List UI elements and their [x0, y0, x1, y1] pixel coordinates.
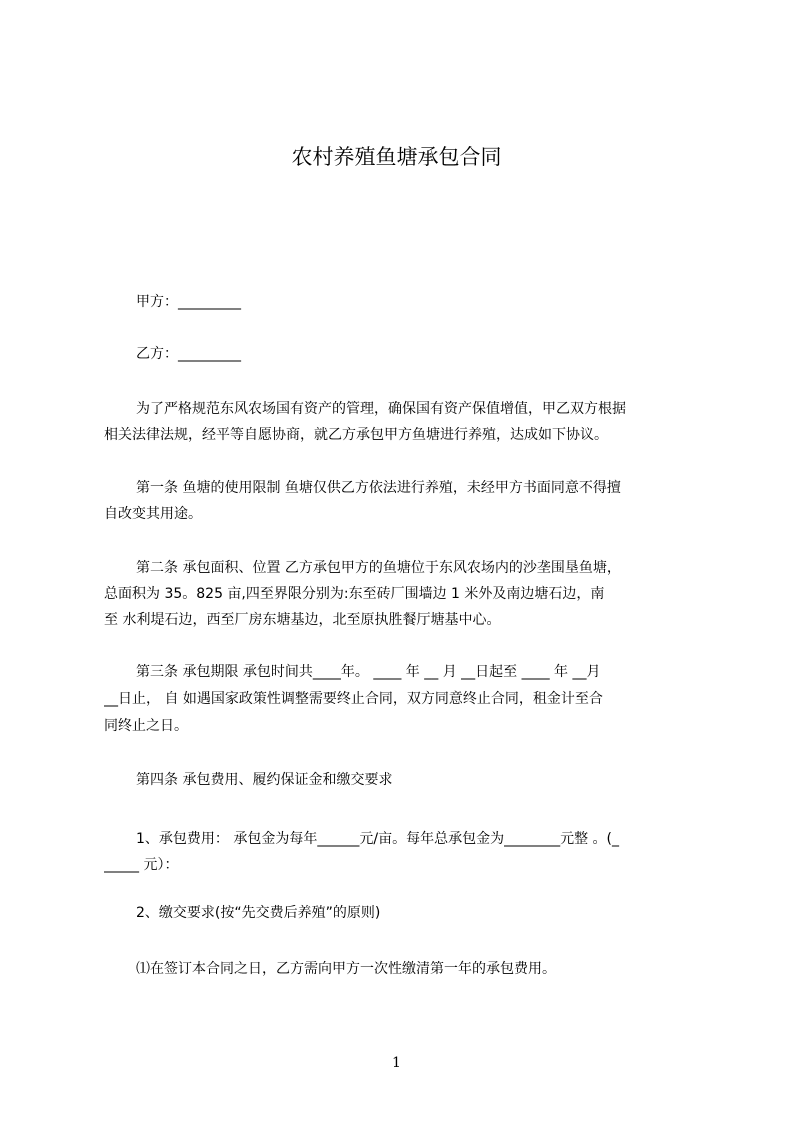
article4-heading: 第四条 承包费用、履约保证金和缴交要求 — [136, 772, 393, 788]
article1-line-2: 自改变其用途。 — [104, 506, 202, 522]
article2-line-1: 第二条 承包面积、位置 乙方承包甲方的鱼塘位于东风农场内的沙垄围垦鱼塘， — [136, 560, 621, 576]
payment-heading: 2、缴交要求(按“先交费后养殖”的原则) — [136, 905, 381, 921]
party-a-line: 甲方：_________ — [136, 294, 241, 310]
fee-line-2: _____ 元）： — [104, 857, 179, 873]
page-number: 1 — [392, 1055, 401, 1071]
party-b-line: 乙方：_________ — [136, 346, 241, 362]
document-title: 农村养殖鱼塘承包合同 — [291, 145, 502, 169]
fee-line-1: 1、承包费用： 承包金为每年______元/亩。每年总承包金为________元整 。(_ — [136, 831, 619, 847]
article2-line-3: 至 水利堤石边，西至厂房东塘基边，北至原执胜餐厅塘基中心。 — [104, 612, 501, 628]
intro-line-2: 相关法律法规，经平等自愿协商，就乙方承包甲方鱼塘进行养殖，达成如下协议。 — [104, 427, 608, 443]
payment-item-1: ⑴在签订本合同之日，乙方需向甲方一次性缴清第一年的承包费用。 — [136, 961, 556, 977]
article3-line-1: 第三条 承包期限 承包时间共____年。 ____ 年 __ 月 __日起至 ____ 年 __月 — [136, 664, 601, 680]
article3-line-3: 同终止之日。 — [104, 718, 188, 734]
article1-line-1: 第一条 鱼塘的使用限制 鱼塘仅供乙方依法进行养殖，未经甲方书面同意不得擅 — [136, 480, 621, 496]
article2-line-2: 总面积为 35。825 亩,四至界限分别为:东至砖厂围墙边 1 米外及南边塘石边，南 — [104, 586, 605, 602]
article3-line-2: __日止， 自 如遇国家政策性调整需要终止合同，双方同意终止合同，租金计至合 — [104, 691, 603, 707]
intro-line-1: 为了严格规范东风农场国有资产的管理，确保国有资产保值增值，甲乙双方根据 — [136, 401, 626, 417]
